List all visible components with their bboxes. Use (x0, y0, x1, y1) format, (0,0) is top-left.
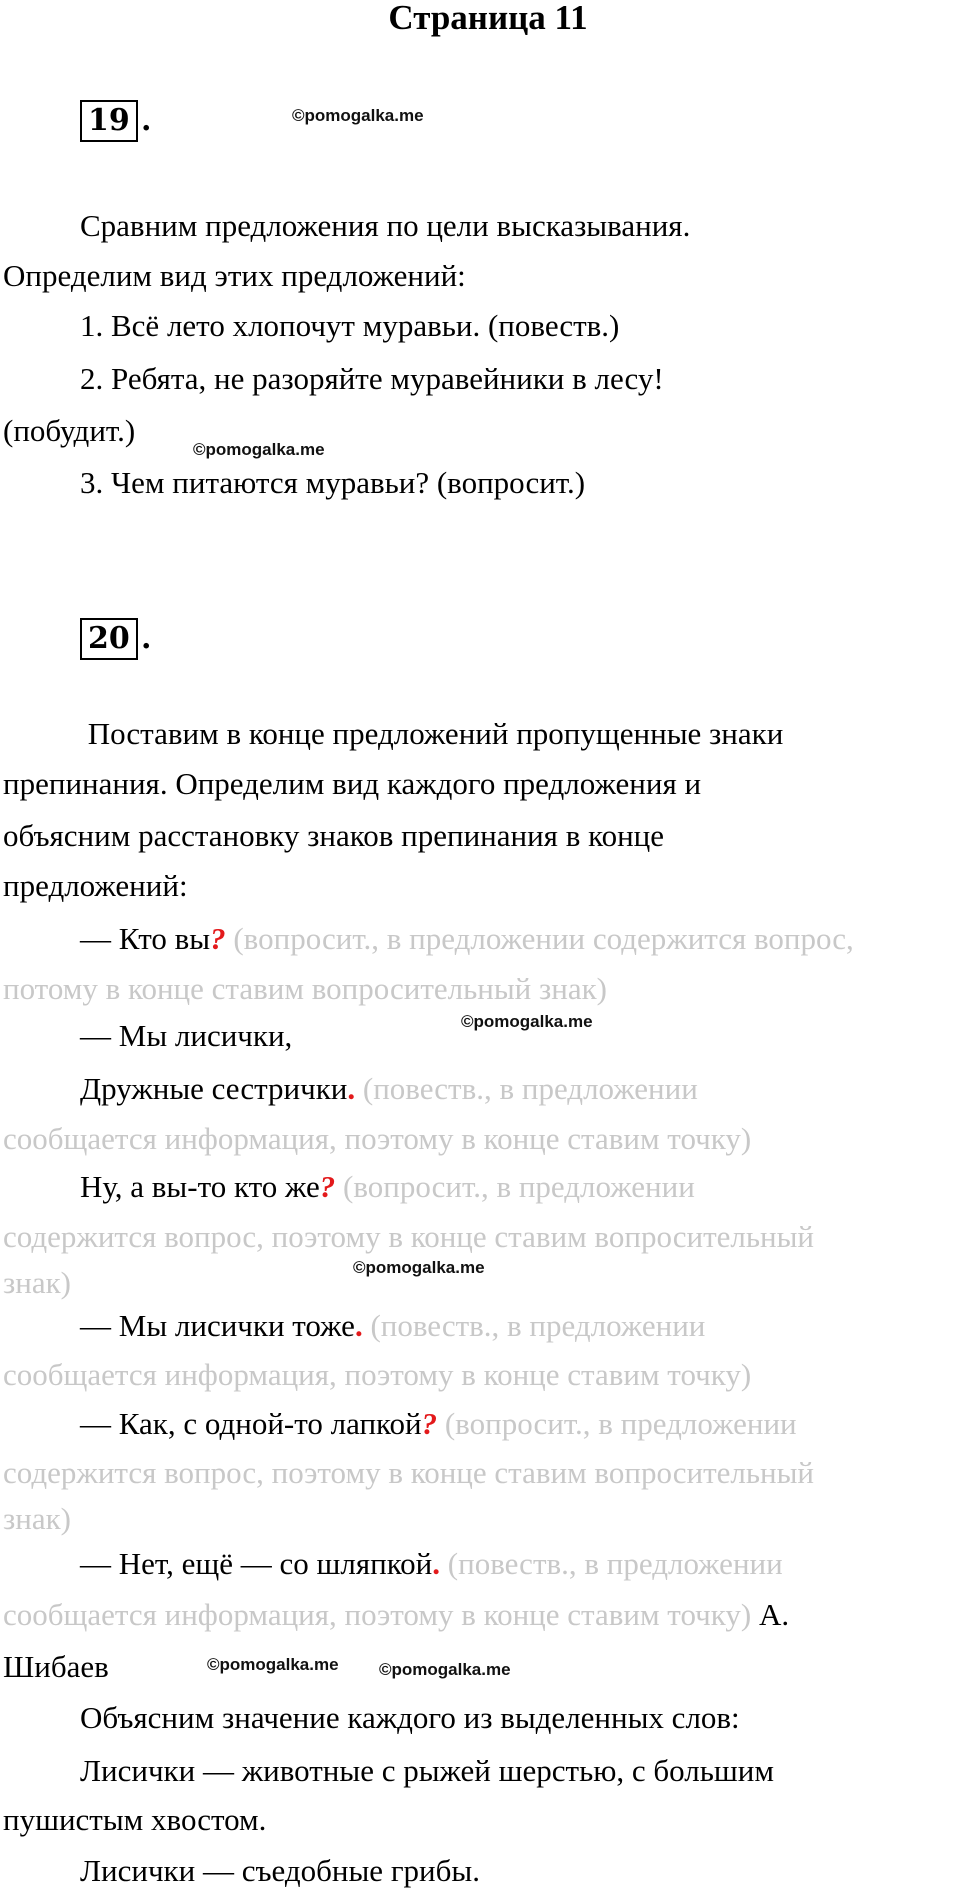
explanation: содержится вопрос, поэтому в конце ставим вопросительный (3, 1455, 814, 1490)
poem-text: — Кто вы (80, 921, 211, 956)
explanation: сообщается информация, поэтому в конце ставим точку) (3, 1357, 752, 1392)
definition-1: Лисички — животные с рыжей шерстью, с большим (80, 1753, 774, 1788)
inserted-question-mark: ? (319, 1169, 336, 1204)
watermark: ©pomogalka.me (207, 1655, 339, 1674)
task-number-dot: . (141, 103, 152, 138)
definition-1: пушистым хвостом. (3, 1802, 267, 1837)
task20-intro: Поставим в конце предложений пропущенные знаки (80, 716, 784, 751)
inserted-period: . (354, 1308, 363, 1343)
poem-text: — Нет, ещё — со шляпкой (80, 1546, 433, 1581)
task20-intro: предложений: (3, 868, 188, 903)
task19-sentence-3: 3. Чем питаются муравьи? (вопросит.) (80, 465, 586, 500)
explanation-with-author (3, 1596, 789, 1634)
explain-intro: Объясним значение каждого из выделенных слов: (80, 1700, 740, 1735)
explanation: (вопросит., в предложении содержится вопрос, (225, 921, 854, 956)
explanation: (повеств., в предложении (355, 1071, 698, 1106)
explanation: содержится вопрос, поэтому в конце ставим вопросительный (3, 1219, 814, 1254)
task19-intro: Сравним предложения по цели высказывания. (80, 208, 691, 243)
explanation: сообщается информация, поэтому в конце ставим точку) (3, 1121, 752, 1156)
poem-line-3 (80, 1070, 698, 1108)
explanation: знак) (3, 1501, 71, 1536)
author: Шибаев (3, 1649, 109, 1684)
explanation: (вопросит., в предложении (335, 1169, 695, 1204)
task20-intro: объясним расстановку знаков препинания в конце (3, 818, 665, 853)
task19-sentence-2: (побудит.) (3, 413, 136, 448)
watermark: ©pomogalka.me (379, 1660, 511, 1679)
inserted-period: . (432, 1546, 441, 1581)
inserted-period: . (347, 1071, 356, 1106)
task19-sentence-2: 2. Ребята, не разоряйте муравейники в лесу! (80, 361, 664, 396)
poem-line-1 (80, 920, 854, 958)
inserted-question-mark: ? (421, 1406, 438, 1441)
poem-line-5 (80, 1307, 705, 1345)
task20-intro: препинания. Определим вид каждого предложения и (3, 766, 702, 801)
poem-text: — Как, с одной-то лапкой (80, 1406, 422, 1441)
task19-intro: Определим вид этих предложений: (3, 258, 466, 293)
explanation: (повеств., в предложении (362, 1308, 706, 1343)
page-title: Страница 11 (388, 0, 588, 37)
task-number-dot: . (141, 621, 152, 656)
poem-text: — Мы лисички тоже (80, 1308, 355, 1343)
explanation: сообщается информация, поэтому в конце ставим точку) (3, 1597, 752, 1632)
definition-2: Лисички — съедобные грибы. (80, 1853, 480, 1888)
task-number-19: 19 (80, 100, 138, 142)
inserted-question-mark: ? (210, 921, 226, 956)
task-number-20: 20 (80, 618, 138, 660)
explanation: потому в конце ставим вопросительный знак) (3, 971, 607, 1006)
explanation: (повеств., в предложении (440, 1546, 783, 1581)
poem-text: Ну, а вы-то кто же (80, 1169, 320, 1204)
explanation: знак) (3, 1265, 71, 1300)
poem-line-4 (80, 1168, 695, 1206)
watermark: ©pomogalka.me (353, 1258, 485, 1277)
poem-line-2: — Мы лисички, (80, 1018, 293, 1053)
watermark: ©pomogalka.me (292, 106, 424, 125)
author: А. (751, 1597, 790, 1632)
poem-text: Дружные сестрички (80, 1071, 348, 1106)
poem-line-7 (80, 1545, 783, 1583)
task19-sentence-1: 1. Всё лето хлопочут муравьи. (повеств.) (80, 308, 620, 343)
watermark: ©pomogalka.me (461, 1012, 593, 1031)
watermark: ©pomogalka.me (193, 440, 325, 459)
explanation: (вопросит., в предложении (437, 1406, 797, 1441)
poem-line-6 (80, 1405, 797, 1443)
